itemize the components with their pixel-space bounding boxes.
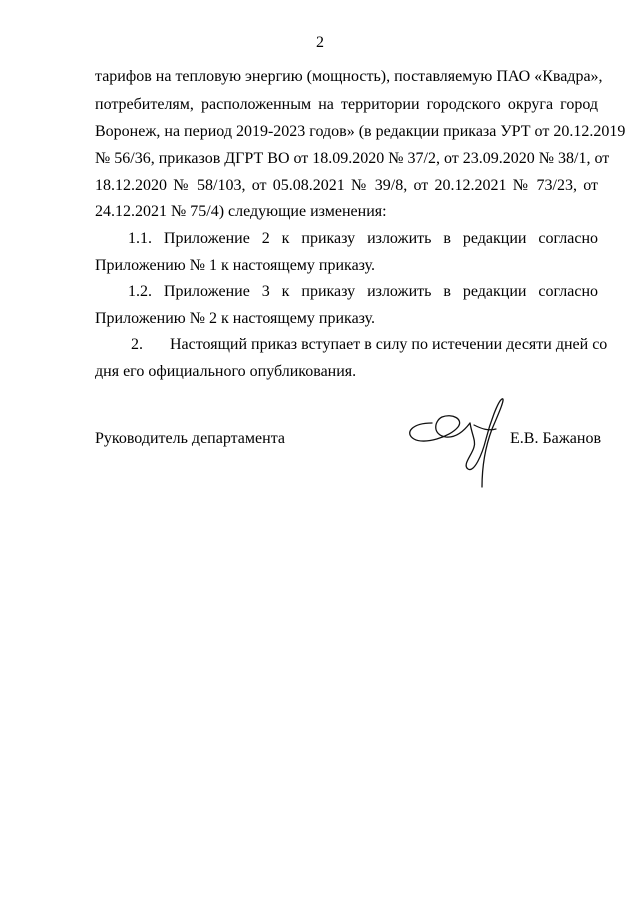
item-2-line-1: Настоящий приказ вступает в силу по истечении десяти дней со <box>170 336 608 353</box>
item-1-2-line-1: 1.2. Приложение 3 к приказу изложить в редакции согласно <box>128 283 598 300</box>
body-line-4: № 56/36, приказов ДГРТ ВО от 18.09.2020 № 37/2, от 23.09.2020 № 38/1, от <box>95 150 610 167</box>
page-number: 2 <box>316 34 324 51</box>
signature-name: Е.В. Бажанов <box>510 430 602 447</box>
item-1-1-line-1: 1.1. Приложение 2 к приказу изложить в редакции согласно <box>128 230 598 247</box>
body-line-1: тарифов на тепловую энергию (мощность), поставляемую ПАО «Квадра», <box>95 68 603 85</box>
body-line-5: 18.12.2020 № 58/103, от 05.08.2021 № 39/8, от 20.12.2021 № 73/23, от <box>95 177 598 194</box>
body-line-2: потребителям, расположенным на территории городского округа город <box>95 96 598 113</box>
body-line-6: 24.12.2021 № 75/4) следующие изменения: <box>95 203 387 220</box>
item-2-number: 2. <box>131 336 143 353</box>
handwritten-signature <box>402 395 512 495</box>
body-line-3: Воронеж, на период 2019-2023 годов» (в редакции приказа УРТ от 20.12.2019 <box>95 123 626 140</box>
signature-title: Руководитель департамента <box>95 430 285 447</box>
item-1-2-line-2: Приложению № 2 к настоящему приказу. <box>95 310 376 327</box>
item-1-1-line-2: Приложению № 1 к настоящему приказу. <box>95 257 376 274</box>
item-2-line-2: дня его официального опубликования. <box>95 363 357 380</box>
